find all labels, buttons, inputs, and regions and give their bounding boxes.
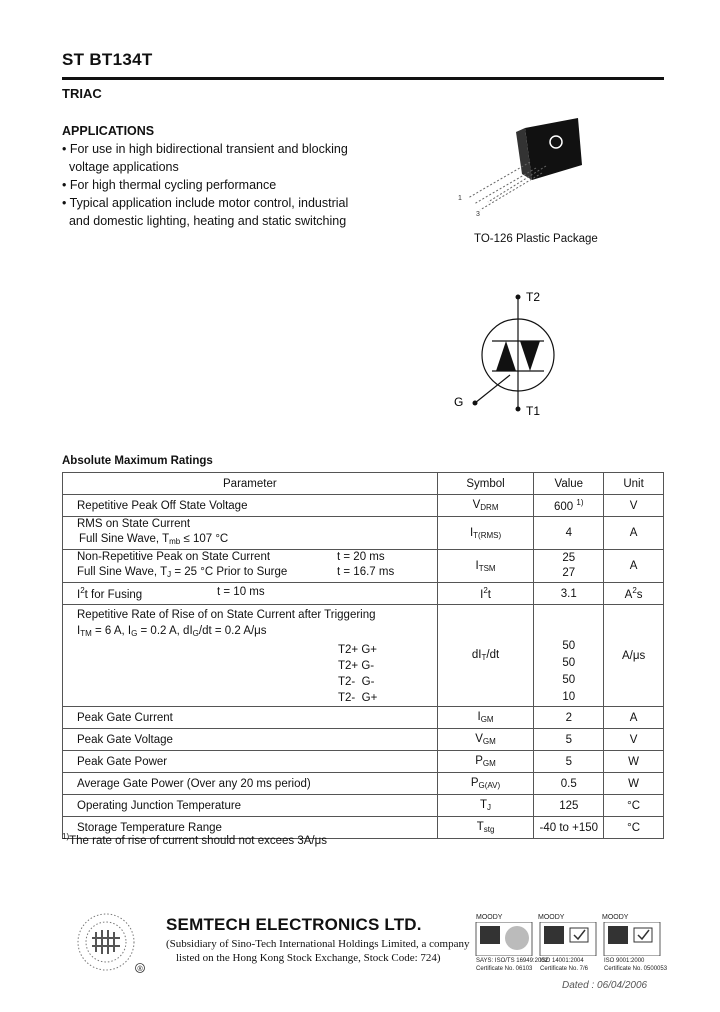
unit-cell: W: [604, 751, 664, 773]
package-caption: TO-126 Plastic Package: [474, 233, 598, 245]
param-cell: Storage Temperature Range: [63, 817, 438, 839]
table-row: [63, 751, 664, 773]
col-symbol: Symbol: [437, 473, 534, 495]
param-cell: Non-Repetitive Peak on State Current t = 20 ms Full Sine Wave, $T_J = 25$ °C Prior to Surge t = 16.7 ms: [63, 550, 438, 583]
table-row: [63, 517, 664, 550]
cert-badges: [474, 922, 666, 956]
document-title: ST BT134T: [62, 50, 153, 69]
application-line: • Typical application include motor control, industrial: [62, 196, 349, 210]
g-label: G: [454, 395, 464, 409]
application-line: • For high thermal cycling performance: [62, 178, 277, 192]
symbol-cell: $I_{GM}$: [437, 707, 534, 729]
to126-package-drawing: [450, 110, 610, 225]
param-cell: Average Gate Power (Over any 20 ms period): [63, 773, 438, 795]
col-parameter: Parameter: [63, 473, 438, 495]
unit-cell: °C: [604, 817, 664, 839]
value-cell: 25 27: [534, 550, 604, 583]
document-subtitle: TRIAC: [62, 86, 102, 101]
param-cell: RMS on State Current Full Sine Wave, $T_{mb} \le 107$ °C: [63, 517, 438, 550]
table-row: [63, 495, 664, 517]
table-row: [63, 795, 664, 817]
symbol-cell: $dI_T/dt$: [437, 605, 534, 707]
table-row: [63, 773, 664, 795]
table-row: [63, 707, 664, 729]
col-value: Value: [534, 473, 604, 495]
symbol-cell: $P_{GM}$: [437, 751, 534, 773]
company-name: SEMTECH ELECTRONICS LTD.: [166, 915, 422, 934]
value-cell: 3.1: [534, 583, 604, 605]
unit-cell: V: [604, 495, 664, 517]
unit-cell: °C: [604, 795, 664, 817]
param-cell: Operating Junction Temperature: [63, 795, 438, 817]
param-cell: Peak Gate Current: [63, 707, 438, 729]
unit-cell: $A^2s$: [604, 583, 664, 605]
t1-label: T1: [526, 404, 541, 418]
unit-cell: A: [604, 550, 664, 583]
col-unit: Unit: [604, 473, 664, 495]
symbol-cell: $I_{T(RMS)}$: [437, 517, 534, 550]
param-cell: Peak Gate Power: [63, 751, 438, 773]
table-row: [63, 605, 664, 707]
unit-cell: A/μs: [604, 605, 664, 707]
table-header-row: [63, 473, 664, 495]
table-row: [63, 550, 664, 583]
t2-label: T2: [526, 290, 541, 304]
value-cell: 0.5: [534, 773, 604, 795]
ratings-heading: Absolute Maximum Ratings: [62, 455, 213, 467]
value-cell: 5: [534, 751, 604, 773]
symbol-cell: $I^2t$: [437, 583, 534, 605]
dated-label: Dated : 06/04/2006: [562, 980, 648, 991]
application-line: • For use in high bidirectional transient and blocking: [62, 142, 348, 156]
unit-cell: W: [604, 773, 664, 795]
symbol-cell: $V_{GM}$: [437, 729, 534, 751]
value-cell: 4: [534, 517, 604, 550]
symbol-cell: $I_{TSM}$: [437, 550, 534, 583]
unit-cell: V: [604, 729, 664, 751]
param-cell: Repetitive Peak Off State Voltage: [63, 495, 438, 517]
semtech-logo: [74, 908, 154, 978]
pin-label: 3: [476, 211, 480, 218]
param-cell: $I^2t$ for Fusing t = 10 ms: [63, 583, 438, 605]
table-row: [63, 583, 664, 605]
value-cell: 50 50 50 10: [534, 605, 604, 707]
registered-mark: ®: [137, 966, 143, 973]
value-cell: 2: [534, 707, 604, 729]
footnote: $^{1)}$The rate of rise of current should not excees 3A/μs: [62, 832, 327, 847]
symbol-cell: $P_{G(AV)}$: [437, 773, 534, 795]
company-subline: (Subsidiary of Sino-Tech International Holdings Limited, a company: [166, 938, 470, 950]
application-line: and domestic lighting, heating and static switching: [62, 214, 347, 228]
symbol-cell: $V_{DRM}$: [437, 495, 534, 517]
unit-cell: A: [604, 517, 664, 550]
symbol-cell: $T_{stg}$: [437, 817, 534, 839]
table-row: [63, 729, 664, 751]
param-cell: Peak Gate Voltage: [63, 729, 438, 751]
applications-heading: APPLICATIONS: [62, 124, 155, 138]
value-cell: 600 $^{1)}$: [534, 495, 604, 517]
unit-cell: A: [604, 707, 664, 729]
company-subline: listed on the Hong Kong Stock Exchange, Stock Code: 724): [176, 952, 441, 964]
pin-label: 1: [458, 195, 462, 202]
value-cell: -40 to +150: [534, 817, 604, 839]
param-cell: Repetitive Rate of Rise of on State Current after Triggering $I_{TM} = 6$ A, $I_G = 0.2$ A, $dI_G/dt = 0.2$ A/μs T2+ G+ T2+ G- T2- G- T2- G+: [63, 605, 438, 707]
application-line: voltage applications: [62, 160, 179, 174]
symbol-cell: $T_J$: [437, 795, 534, 817]
value-cell: 125: [534, 795, 604, 817]
value-cell: 5: [534, 729, 604, 751]
title-rule: [62, 77, 664, 80]
certification-marks: MOODY MOODY MOODY SAYS: ISO/TS 16949:2002 ISO 14001:2004 ISO 9001:2000 Certificate No. 06103 Certificate No. 7/6 Certificate No. 0500053: [476, 914, 668, 972]
triac-symbol-diagram: [450, 285, 560, 425]
ratings-table: [62, 472, 664, 839]
